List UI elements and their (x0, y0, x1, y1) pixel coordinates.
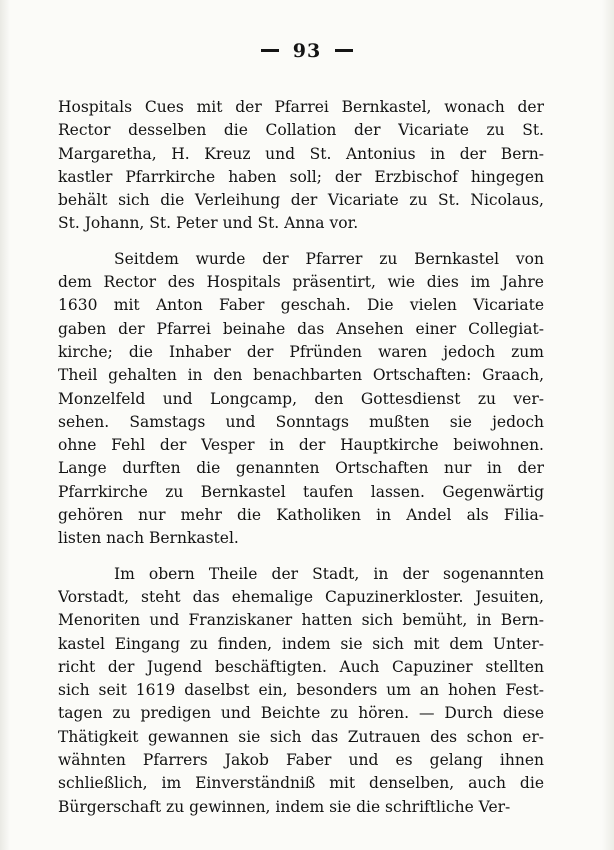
page-number: 93 (292, 40, 322, 62)
text-line: Rector desselben die Collation der Vicariate zu St. (58, 121, 544, 140)
text-line: Bürgerschaft zu gewinnen, indem sie die schriftliche Ver- (58, 797, 511, 816)
scan-edge-left (0, 0, 10, 850)
paragraph (58, 96, 544, 236)
text-line: gehören nur mehr die Katholiken in Andel als Filia- (58, 506, 544, 525)
text-line: listen nach Bernkastel. (58, 529, 239, 548)
text-line: kirche; die Inhaber der Pfründen waren jedoch zum (58, 342, 544, 361)
page-number-header (0, 40, 614, 62)
body-text (58, 96, 544, 819)
text-line: Pfarrkirche zu Bernkastel taufen lassen. Gegenwärtig (58, 482, 544, 501)
text-line: sich seit 1619 daselbst ein, besonders um an hohen Fest- (58, 681, 544, 700)
text-line: sehen. Samstags und Sonntags mußten sie jedoch (58, 412, 544, 431)
paragraph (58, 563, 544, 819)
text-line: wähnten Pfarrers Jakob Faber und es gelang ihnen (58, 751, 544, 770)
text-line: Thätigkeit gewannen sie sich das Zutrauen des schon er- (58, 727, 544, 746)
paragraph (58, 248, 544, 551)
text-line: behält sich die Verleihung der Vicariate zu St. Nicolaus, (58, 191, 544, 210)
text-line: Menoriten und Franziskaner hatten sich bemüht, in Bern- (58, 611, 544, 630)
text-line: St. Johann, St. Peter und St. Anna vor. (58, 214, 359, 233)
text-line: richt der Jugend beschäftigten. Auch Capuziner stellten (58, 657, 544, 676)
dash-right (335, 49, 353, 52)
text-line: Theil gehalten in den benachbarten Ortschaften: Graach, (58, 366, 544, 385)
text-line: Im obern Theile der Stadt, in der sogenannten (114, 564, 544, 583)
text-line: 1630 mit Anton Faber geschah. Die vielen Vicariate (58, 296, 544, 315)
text-line: schließlich, im Einverständniß mit denselben, auch die (58, 774, 544, 793)
text-line: ohne Fehl der Vesper in der Hauptkirche beiwohnen. (58, 436, 544, 455)
text-line: kastler Pfarrkirche haben soll; der Erzbischof hingegen (58, 167, 544, 186)
text-line: Monzelfeld und Longcamp, den Gottesdienst zu ver- (58, 389, 544, 408)
text-line: Seitdem wurde der Pfarrer zu Bernkastel von (114, 249, 544, 268)
text-line: Vorstadt, steht das ehemalige Capuzinerkloster. Jesuiten, (58, 587, 544, 606)
text-line: Hospitals Cues mit der Pfarrei Bernkastel, wonach der (58, 98, 544, 116)
text-line: gaben der Pfarrei beinahe das Ansehen einer Collegiat- (58, 319, 544, 338)
scan-edge-right (602, 0, 614, 850)
text-line: dem Rector des Hospitals präsentirt, wie dies im Jahre (58, 273, 544, 292)
text-line: Lange durften die genannten Ortschaften nur in der (58, 459, 544, 478)
text-line: Margaretha, H. Kreuz und St. Antonius in der Bern- (58, 144, 544, 163)
paragraph-spacer (58, 551, 544, 563)
dash-left (261, 49, 279, 52)
paragraph-spacer (58, 236, 544, 248)
text-line: kastel Eingang zu finden, indem sie sich mit dem Unter- (58, 634, 544, 653)
text-line: tagen zu predigen und Beichte zu hören. — Durch diese (58, 704, 544, 723)
